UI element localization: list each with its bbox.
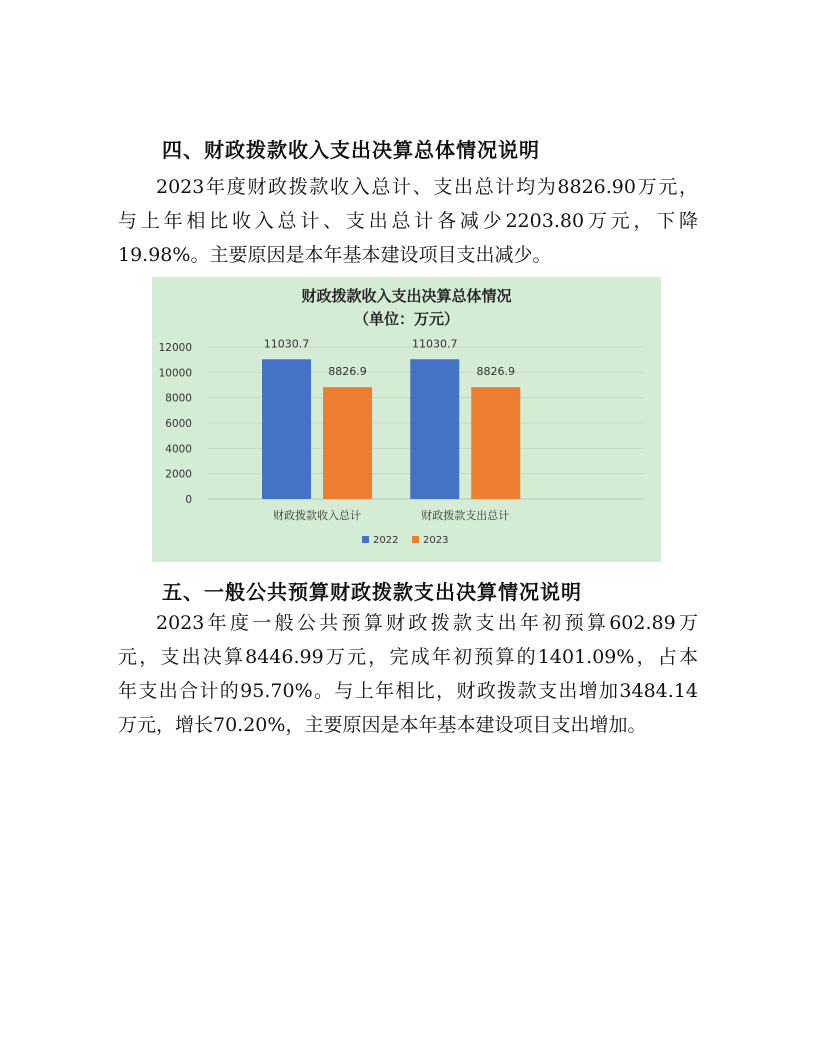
data-label: 11030.7 — [411, 337, 458, 351]
section4-line-2: 与上年相比收入总计、支出总计各减少2203.80万元，下降 — [118, 210, 698, 232]
y-tick-label: 8000 — [165, 392, 192, 405]
data-label: 8826.9 — [328, 365, 367, 379]
x-category-label: 财政拨款支出总计 — [421, 509, 510, 522]
bar-2022-1 — [410, 359, 459, 499]
data-label: 8826.9 — [476, 365, 515, 379]
legend-label-2022: 2022 — [373, 535, 399, 546]
y-tick-label: 4000 — [165, 443, 192, 456]
section5-paragraph — [118, 606, 698, 742]
bar-2022-0 — [262, 359, 311, 499]
x-category-label: 财政拨款收入总计 — [273, 509, 361, 522]
section5-line-2: 元，支出决算8446.99万元，完成年初预算的1401.09%，占本 — [118, 646, 698, 668]
legend-label-2023: 2023 — [423, 535, 449, 546]
legend-swatch-2022 — [362, 536, 369, 543]
section4-line-1: 2023年度财政拨款收入总计、支出总计均为8826.90万元， — [156, 176, 698, 198]
bar-2023-0 — [323, 387, 372, 499]
section5-line-1: 2023年度一般公共预算财政拨款支出年初预算602.89万 — [156, 612, 698, 634]
section5-line-3: 年支出合计的95.70%。与上年相比，财政拨款支出增加3484.14 — [118, 680, 698, 702]
chart-subtitle: （单位：万元） — [353, 310, 460, 328]
section5-line-4: 万元，增长70.20%，主要原因是本年基本建设项目支出增加。 — [118, 714, 647, 736]
legend-swatch-2023 — [412, 536, 419, 543]
section4-heading: 四、财政拨款收入支出决算总体情况说明 — [162, 138, 540, 162]
chart-title: 财政拨款收入支出决算总体情况 — [301, 287, 512, 305]
section5-heading: 五、一般公共预算财政拨款支出决算情况说明 — [162, 580, 582, 604]
y-tick-label: 12000 — [158, 342, 192, 354]
y-tick-label: 2000 — [165, 468, 192, 481]
data-label: 11030.7 — [263, 337, 310, 351]
section4-paragraph — [118, 170, 698, 272]
appropriation-chart — [152, 277, 661, 562]
y-tick-label: 10000 — [158, 367, 192, 380]
y-tick-label: 6000 — [165, 418, 192, 430]
bar-2023-1 — [471, 387, 520, 499]
y-tick-label: 0 — [185, 494, 192, 506]
section4-line-3: 19.98%。主要原因是本年基本建设项目支出减少。 — [118, 244, 552, 266]
